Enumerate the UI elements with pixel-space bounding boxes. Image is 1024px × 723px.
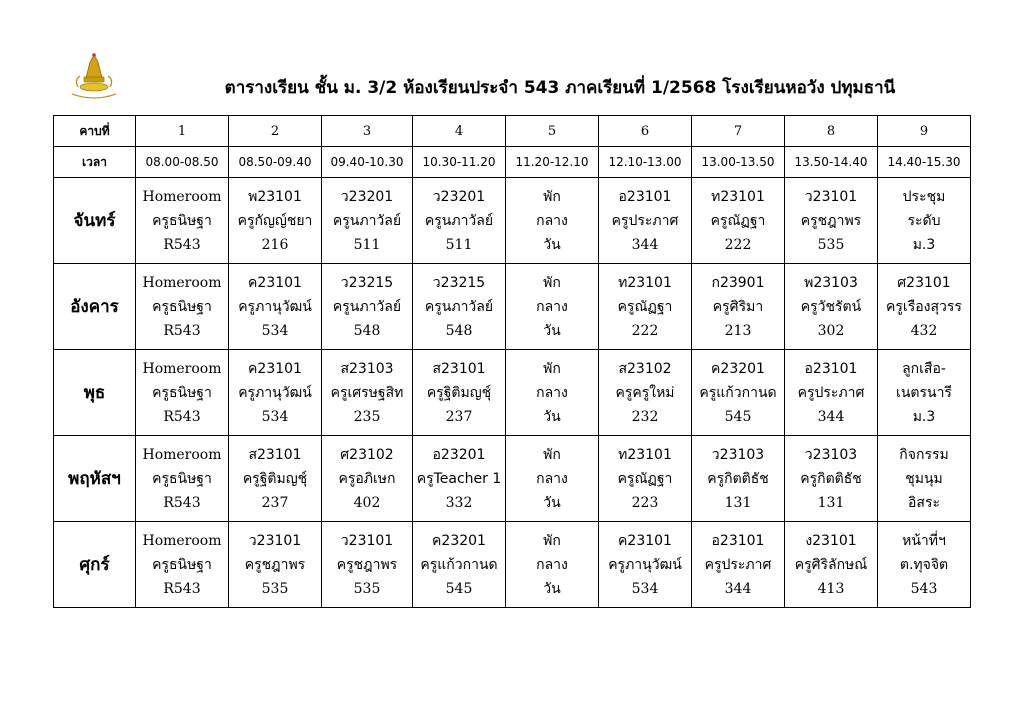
period-time: 13.50-14.40 <box>785 147 878 178</box>
schedule-cell <box>692 350 785 436</box>
subject-code: ว23215 <box>432 274 486 291</box>
room-number: 534 <box>631 580 659 597</box>
period-number: 5 <box>506 116 599 147</box>
teacher-name: ครูภานุวัฒน์ <box>608 556 682 573</box>
room-number: 237 <box>445 408 473 425</box>
subject-code: พัก <box>543 274 561 291</box>
teacher-name: ครูภานุวัฒน์ <box>238 298 312 315</box>
timetable <box>53 115 971 608</box>
room-number: ม.3 <box>912 408 936 425</box>
subject-code: ว23101 <box>340 532 394 549</box>
teacher-name: ครูฐิติมญชุ์ <box>242 470 308 487</box>
teacher-name: ครูธนิษฐา <box>152 298 212 315</box>
teacher-name: กลาง <box>536 470 568 487</box>
subject-code: ประชุม <box>902 188 946 205</box>
day-row <box>54 436 971 522</box>
room-number: 222 <box>724 236 752 253</box>
schedule-cell <box>322 522 413 608</box>
period-time: 08.00-08.50 <box>136 147 229 178</box>
room-number: อิสระ <box>908 494 940 511</box>
subject-code: ค23201 <box>432 532 486 549</box>
room-number: 344 <box>631 236 659 253</box>
teacher-name: กลาง <box>536 298 568 315</box>
room-number: 237 <box>261 494 289 511</box>
subject-code: อ23101 <box>618 188 672 205</box>
subject-code: อ23201 <box>432 446 486 463</box>
schedule-cell <box>136 178 229 264</box>
schedule-cell <box>692 436 785 522</box>
room-number: 222 <box>631 322 659 339</box>
day-name: อังคาร <box>54 264 136 350</box>
subject-code: พ23103 <box>804 274 858 291</box>
subject-code: หน้าที่ฯ <box>902 532 946 549</box>
subject-code: ว23103 <box>711 446 765 463</box>
subject-code: อ23101 <box>711 532 765 549</box>
subject-code: ว23101 <box>804 188 858 205</box>
schedule-cell <box>136 264 229 350</box>
subject-code: ค23101 <box>248 360 302 377</box>
schedule-cell <box>785 264 878 350</box>
schedule-cell <box>878 178 971 264</box>
subject-code: ท23101 <box>618 446 672 463</box>
teacher-name: ครูประภาศ <box>611 212 679 229</box>
teacher-name: ครูณัฏฐา <box>617 298 673 315</box>
room-number: 548 <box>353 322 381 339</box>
subject-code: พัก <box>543 532 561 549</box>
schedule-cell <box>785 178 878 264</box>
schedule-cell <box>413 350 506 436</box>
room-number: 535 <box>261 580 289 597</box>
teacher-name: ครูแก้วกานด <box>699 384 777 401</box>
teacher-name: เนตรนารี <box>896 384 952 401</box>
teacher-name: ครูTeacher 1 <box>416 470 502 487</box>
period-time: 09.40-10.30 <box>322 147 413 178</box>
teacher-name: ชุมนุม <box>905 470 943 487</box>
room-number: 131 <box>724 494 752 511</box>
room-number: 213 <box>724 322 752 339</box>
schedule-cell <box>229 436 322 522</box>
subject-code: ว23103 <box>804 446 858 463</box>
teacher-name: ครูธนิษฐา <box>152 384 212 401</box>
schedule-cell <box>785 350 878 436</box>
teacher-name: ครูภานุวัฒน์ <box>238 384 312 401</box>
subject-code: ก23901 <box>711 274 765 291</box>
period-number: 6 <box>599 116 692 147</box>
room-number: 543 <box>910 580 938 597</box>
teacher-name: ครูธนิษฐา <box>152 470 212 487</box>
schedule-cell <box>413 436 506 522</box>
room-number: 511 <box>353 236 381 253</box>
teacher-name: ครูกัญญ์ชยา <box>237 212 313 229</box>
teacher-name: ครูแก้วกานด <box>420 556 498 573</box>
schedule-cell <box>322 436 413 522</box>
school-emblem-icon <box>64 50 124 100</box>
day-row <box>54 178 971 264</box>
teacher-name: ครูชฎาพร <box>336 556 398 573</box>
teacher-name: ครูเศรษฐสิท <box>330 384 404 401</box>
subject-code: พัก <box>543 188 561 205</box>
room-number: 545 <box>724 408 752 425</box>
schedule-cell <box>785 522 878 608</box>
day-name: ศุกร์ <box>54 522 136 608</box>
period-number: 9 <box>878 116 971 147</box>
day-name: พุธ <box>54 350 136 436</box>
room-number: 534 <box>261 322 289 339</box>
room-number: R543 <box>163 236 201 253</box>
schedule-cell <box>692 264 785 350</box>
room-number: R543 <box>163 408 201 425</box>
room-number: 235 <box>353 408 381 425</box>
period-time: 11.20-12.10 <box>506 147 599 178</box>
schedule-cell <box>599 350 692 436</box>
period-time: 10.30-11.20 <box>413 147 506 178</box>
subject-code: ว23215 <box>340 274 394 291</box>
schedule-cell <box>878 436 971 522</box>
room-number: วัน <box>543 408 561 425</box>
period-time: 12.10-13.00 <box>599 147 692 178</box>
subject-code: Homeroom <box>142 188 222 205</box>
teacher-name: กลาง <box>536 556 568 573</box>
schedule-cell <box>878 264 971 350</box>
schedule-cell <box>785 436 878 522</box>
schedule-cell <box>692 178 785 264</box>
teacher-name: ครูกิตติธัช <box>707 470 769 487</box>
teacher-name: ครูครูใหม่ <box>615 384 675 401</box>
teacher-name: ครูชฎาพร <box>800 212 862 229</box>
schedule-cell <box>322 264 413 350</box>
day-name: จันทร์ <box>54 178 136 264</box>
room-number: ม.3 <box>912 236 936 253</box>
day-name: พฤหัสฯ <box>54 436 136 522</box>
teacher-name: ครูนภาวัลย์ <box>424 298 494 315</box>
schedule-cell <box>692 522 785 608</box>
subject-code: อ23101 <box>804 360 858 377</box>
period-time: 13.00-13.50 <box>692 147 785 178</box>
schedule-cell <box>136 350 229 436</box>
teacher-name: ครูธนิษฐา <box>152 212 212 229</box>
schedule-cell <box>506 264 599 350</box>
room-number: 535 <box>353 580 381 597</box>
room-number: 344 <box>817 408 845 425</box>
subject-code: ค23201 <box>711 360 765 377</box>
subject-code: ท23101 <box>618 274 672 291</box>
room-number: 332 <box>445 494 473 511</box>
period-header-row <box>54 116 971 147</box>
schedule-cell <box>413 264 506 350</box>
teacher-name: ระดับ <box>907 212 941 229</box>
page-title: ตารางเรียน ชั้น ม. 3/2 ห้องเรียนประจำ 543 ภาคเรียนที่ 1/2568 โรงเรียนหอวัง ปทุมธานี <box>224 78 896 98</box>
schedule-cell <box>229 178 322 264</box>
subject-code: ว23201 <box>432 188 486 205</box>
subject-code: ศ23101 <box>897 274 951 291</box>
room-number: 232 <box>631 408 659 425</box>
schedule-cell <box>229 350 322 436</box>
room-number: 223 <box>631 494 659 511</box>
room-number: 534 <box>261 408 289 425</box>
schedule-cell <box>506 436 599 522</box>
teacher-name: ครูวัชรัตน์ <box>800 298 862 315</box>
period-time: 14.40-15.30 <box>878 147 971 178</box>
subject-code: Homeroom <box>142 274 222 291</box>
room-number: R543 <box>163 322 201 339</box>
subject-code: Homeroom <box>142 446 222 463</box>
period-number: 4 <box>413 116 506 147</box>
teacher-name: ครูกิตติธัช <box>800 470 862 487</box>
teacher-name: ครูนภาวัลย์ <box>332 212 402 229</box>
teacher-name: ครูเรืองสุวรร <box>886 298 962 315</box>
period-number: 8 <box>785 116 878 147</box>
subject-code: ว23101 <box>248 532 302 549</box>
schedule-cell <box>878 522 971 608</box>
room-number: 216 <box>261 236 289 253</box>
time-header-row <box>54 147 971 178</box>
room-number: 344 <box>724 580 752 597</box>
room-number: R543 <box>163 494 201 511</box>
room-number: วัน <box>543 236 561 253</box>
teacher-name: ครูนภาวัลย์ <box>332 298 402 315</box>
period-number: 3 <box>322 116 413 147</box>
schedule-cell <box>413 178 506 264</box>
teacher-name: ครูประภาศ <box>797 384 865 401</box>
teacher-name: ครูณัฏฐา <box>617 470 673 487</box>
teacher-name: ครูชฎาพร <box>244 556 306 573</box>
room-number: 413 <box>817 580 845 597</box>
schedule-cell <box>599 264 692 350</box>
subject-code: พัก <box>543 360 561 377</box>
subject-code: ส23101 <box>248 446 302 463</box>
teacher-name: ครูอภิเษก <box>338 470 396 487</box>
period-number: 1 <box>136 116 229 147</box>
subject-code: ค23101 <box>618 532 672 549</box>
room-number: 302 <box>817 322 845 339</box>
schedule-cell <box>506 522 599 608</box>
schedule-cell <box>322 350 413 436</box>
subject-code: ท23101 <box>711 188 765 205</box>
day-row <box>54 350 971 436</box>
room-number: 548 <box>445 322 473 339</box>
subject-code: Homeroom <box>142 360 222 377</box>
schedule-cell <box>506 178 599 264</box>
period-number: 7 <box>692 116 785 147</box>
schedule-cell <box>599 522 692 608</box>
room-number: 545 <box>445 580 473 597</box>
subject-code: ส23102 <box>618 360 672 377</box>
period-label: คาบที่ <box>54 116 136 147</box>
subject-code: ส23103 <box>340 360 394 377</box>
school-logo <box>64 50 124 100</box>
room-number: วัน <box>543 494 561 511</box>
time-label: เวลา <box>54 147 136 178</box>
teacher-name: ครูประภาศ <box>704 556 772 573</box>
subject-code: ง23101 <box>805 532 857 549</box>
subject-code: Homeroom <box>142 532 222 549</box>
subject-code: ค23101 <box>248 274 302 291</box>
schedule-cell <box>229 264 322 350</box>
room-number: 535 <box>817 236 845 253</box>
schedule-cell <box>878 350 971 436</box>
schedule-cell <box>599 178 692 264</box>
room-number: R543 <box>163 580 201 597</box>
room-number: 131 <box>817 494 845 511</box>
period-time: 08.50-09.40 <box>229 147 322 178</box>
subject-code: ว23201 <box>340 188 394 205</box>
teacher-name: กลาง <box>536 212 568 229</box>
teacher-name: ครูณัฏฐา <box>710 212 766 229</box>
teacher-name: ครูศิริลักษณ์ <box>794 556 868 573</box>
room-number: 402 <box>353 494 381 511</box>
room-number: วัน <box>543 322 561 339</box>
schedule-cell <box>136 522 229 608</box>
teacher-name: ต.ทุจจิต <box>899 556 949 573</box>
subject-code: พ23101 <box>248 188 302 205</box>
subject-code: พัก <box>543 446 561 463</box>
teacher-name: ครูนภาวัลย์ <box>424 212 494 229</box>
schedule-cell <box>136 436 229 522</box>
schedule-cell <box>599 436 692 522</box>
room-number: 432 <box>910 322 938 339</box>
teacher-name: ครูธนิษฐา <box>152 556 212 573</box>
subject-code: กิจกรรม <box>899 446 949 463</box>
day-row <box>54 264 971 350</box>
schedule-cell <box>413 522 506 608</box>
teacher-name: ครูศิริมา <box>712 298 764 315</box>
subject-code: ศ23102 <box>340 446 394 463</box>
teacher-name: กลาง <box>536 384 568 401</box>
subject-code: ลูกเสือ- <box>902 360 946 377</box>
schedule-cell <box>322 178 413 264</box>
room-number: 511 <box>445 236 473 253</box>
subject-code: ส23101 <box>432 360 486 377</box>
schedule-cell <box>506 350 599 436</box>
room-number: วัน <box>543 580 561 597</box>
period-number: 2 <box>229 116 322 147</box>
schedule-cell <box>229 522 322 608</box>
teacher-name: ครูฐิติมญชุ์ <box>426 384 492 401</box>
day-row <box>54 522 971 608</box>
